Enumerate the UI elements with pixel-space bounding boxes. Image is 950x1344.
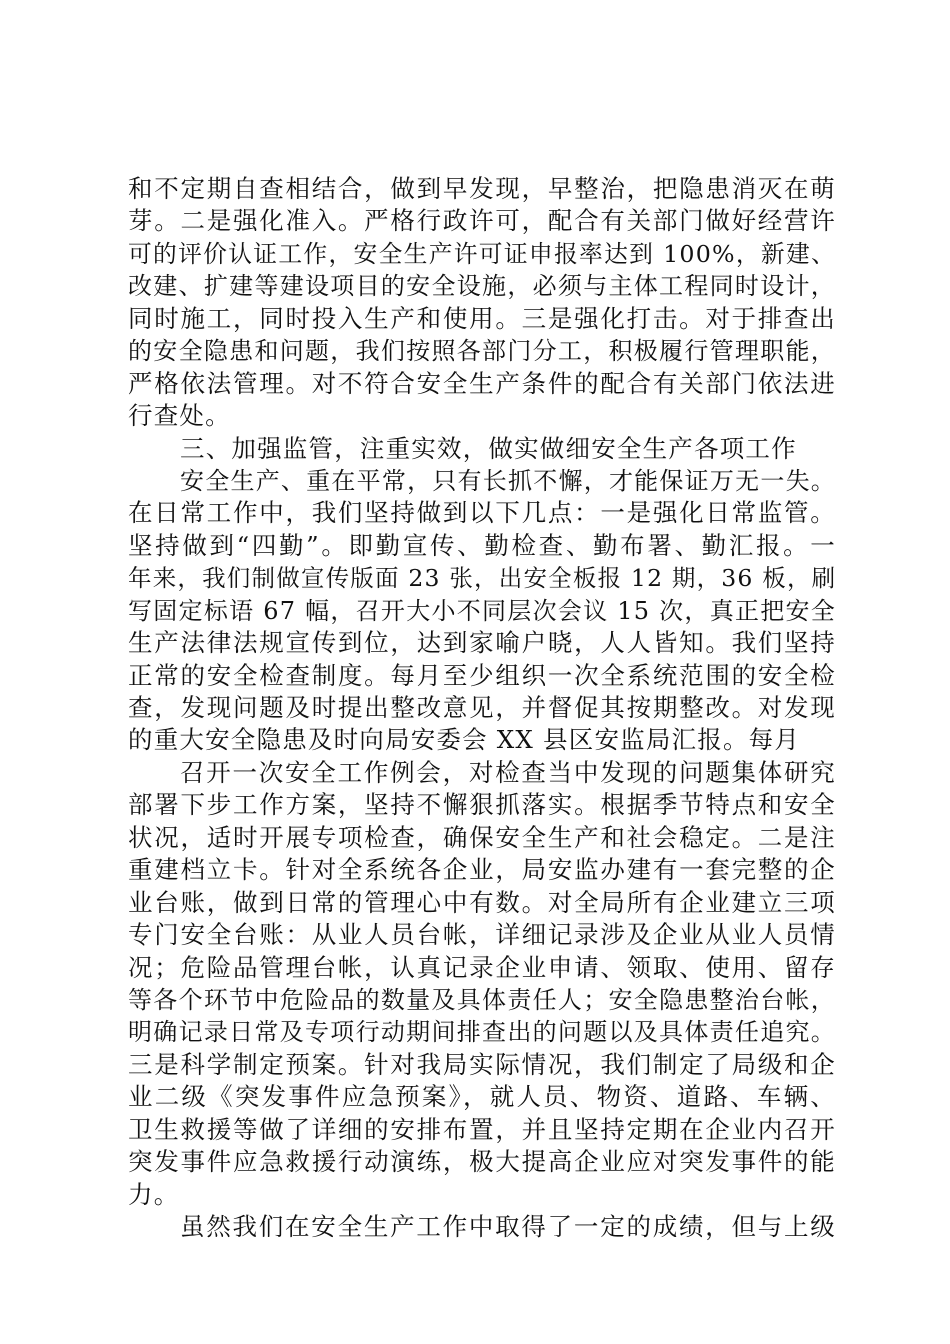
text-line: 等各个环节中危险品的数量及具体责任人；安全隐患整治台帐， <box>128 985 836 1014</box>
text-line: 正常的安全检查制度。每月至少组织一次全系统范围的安全检 <box>128 660 836 690</box>
text-line: 三、加强监管，注重实效，做实做细安全生产各项工作 <box>180 433 797 463</box>
text-line: 生产法律法规宣传到位，达到家喻户晓，人人皆知。我们坚持 <box>128 628 836 658</box>
text-line: 三是科学制定预案。针对我局实际情况，我们制定了局级和企 <box>128 1049 836 1079</box>
text-line: 专门安全台账：从业人员台帐，详细记录涉及企业从业人员情 <box>128 920 836 950</box>
text-line: 坚持做到“四勤”。即勤宣传、勤检查、勤布署、勤汇报。一 <box>128 530 836 560</box>
text-line: 重建档立卡。针对全系统各企业，局安监办建有一套完整的企 <box>128 855 836 885</box>
text-line: 在日常工作中，我们坚持做到以下几点：一是强化日常监管。 <box>128 498 836 528</box>
text-line: 写固定标语 67 幅，召开大小不同层次会议 15 次，真正把安全 <box>128 596 836 625</box>
text-line: 同时施工，同时投入生产和使用。三是强化打击。对于排查出 <box>128 303 836 333</box>
text-line: 况；危险品管理台帐，认真记录企业申请、领取、使用、留存 <box>128 952 836 982</box>
text-line: 业二级《突发事件应急预案》，就人员、物资、道路、车辆、 <box>128 1082 836 1112</box>
text-line: 突发事件应急救援行动演练，极大提高企业应对突发事件的能 <box>128 1147 836 1177</box>
text-line: 行查处。 <box>128 401 231 431</box>
text-line: 的安全隐患和问题，我们按照各部门分工，积极履行管理职能， <box>128 337 836 366</box>
text-line: 卫生救援等做了详细的安排布置，并且坚持定期在企业内召开 <box>128 1114 836 1144</box>
text-line: 明确记录日常及专项行动期间排查出的问题以及具体责任追究。 <box>128 1018 836 1047</box>
body-text <box>128 173 836 1243</box>
text-line: 安全生产、重在平常，只有长抓不懈，才能保证万无一失。 <box>180 466 836 495</box>
text-line: 查，发现问题及时提出整改意见，并督促其按期整改。对发现 <box>128 693 836 722</box>
text-line: 严格依法管理。对不符合安全生产条件的配合有关部门依法进 <box>128 368 836 398</box>
text-line: 业台账，做到日常的管理心中有数。对全局所有企业建立三项 <box>128 887 836 917</box>
text-line: 改建、扩建等建设项目的安全设施，必须与主体工程同时设计， <box>128 272 836 301</box>
text-line: 虽然我们在安全生产工作中取得了一定的成绩，但与上级 <box>180 1212 836 1241</box>
text-line: 年来，我们制做宣传版面 23 张，出安全板报 12 期，36 板，刷 <box>128 564 837 593</box>
text-line: 和不定期自查相结合，做到早发现，早整治，把隐患消灭在萌 <box>128 174 836 203</box>
text-line: 可的评价认证工作，安全生产许可证申报率达到 100%，新建、 <box>128 239 836 268</box>
text-line: 的重大安全隐患及时向局安委会 XX 县区安监局汇报。每月 <box>128 725 801 755</box>
text-line: 状况，适时开展专项检查，确保安全生产和社会稳定。二是注 <box>128 822 836 852</box>
text-line: 召开一次安全工作例会，对检查当中发现的问题集体研究 <box>180 757 836 787</box>
text-line: 部署下步工作方案，坚持不懈狠抓落实。根据季节特点和安全 <box>128 790 836 820</box>
text-line: 力。 <box>128 1179 180 1209</box>
text-line: 芽。二是强化准入。严格行政许可，配合有关部门做好经营许 <box>128 206 836 236</box>
